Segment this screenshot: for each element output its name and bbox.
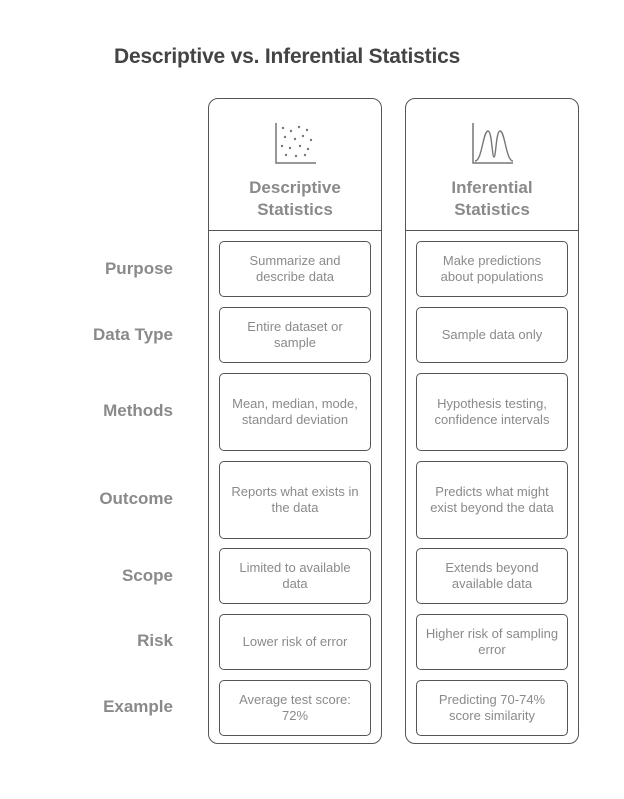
row-label-example: Example bbox=[103, 697, 173, 716]
inferential-title-line2: Statistics bbox=[454, 200, 530, 219]
descriptive-methods-cell: Mean, median, mode, standard deviation bbox=[219, 373, 371, 451]
descriptive-outcome-cell: Reports what exists in the data bbox=[219, 461, 371, 539]
inferential-outcome-cell: Predicts what might exist beyond the data bbox=[416, 461, 568, 539]
descriptive-example-cell: Average test score: 72% bbox=[219, 680, 371, 736]
descriptive-column bbox=[208, 98, 382, 744]
inferential-methods-cell: Hypothesis testing, confidence intervals bbox=[416, 373, 568, 451]
descriptive-scope-cell: Limited to available data bbox=[219, 548, 371, 604]
page-title: Descriptive vs. Inferential Statistics bbox=[114, 45, 461, 68]
row-label-data-type: Data Type bbox=[93, 325, 173, 344]
descriptive-header bbox=[209, 99, 381, 231]
descriptive-title-line2: Statistics bbox=[257, 200, 333, 219]
descriptive-data-type-cell: Entire dataset or sample bbox=[219, 307, 371, 363]
descriptive-risk-cell: Lower risk of error bbox=[219, 614, 371, 670]
row-label-purpose: Purpose bbox=[104, 259, 173, 278]
inferential-risk-cell: Higher risk of sampling error bbox=[416, 614, 568, 670]
inferential-column bbox=[405, 98, 579, 744]
inferential-header bbox=[406, 99, 578, 231]
descriptive-title bbox=[209, 177, 381, 221]
row-label-risk: Risk bbox=[137, 631, 173, 650]
descriptive-purpose-cell: Summarize and describe data bbox=[219, 241, 371, 297]
inferential-data-type-cell: Sample data only bbox=[416, 307, 568, 363]
distribution-curve-icon bbox=[468, 119, 516, 167]
row-label-scope: Scope bbox=[121, 566, 173, 585]
inferential-title-line1: Inferential bbox=[451, 178, 533, 197]
inferential-purpose-cell: Make predictions about populations bbox=[416, 241, 568, 297]
inferential-example-cell: Predicting 70-74% score similarity bbox=[416, 680, 568, 736]
inferential-title bbox=[406, 177, 578, 221]
scatter-plot-icon bbox=[271, 119, 319, 167]
row-label-outcome: Outcome bbox=[99, 489, 173, 508]
row-label-methods: Methods bbox=[103, 401, 173, 420]
descriptive-title-line1: Descriptive bbox=[249, 178, 341, 197]
inferential-scope-cell: Extends beyond available data bbox=[416, 548, 568, 604]
